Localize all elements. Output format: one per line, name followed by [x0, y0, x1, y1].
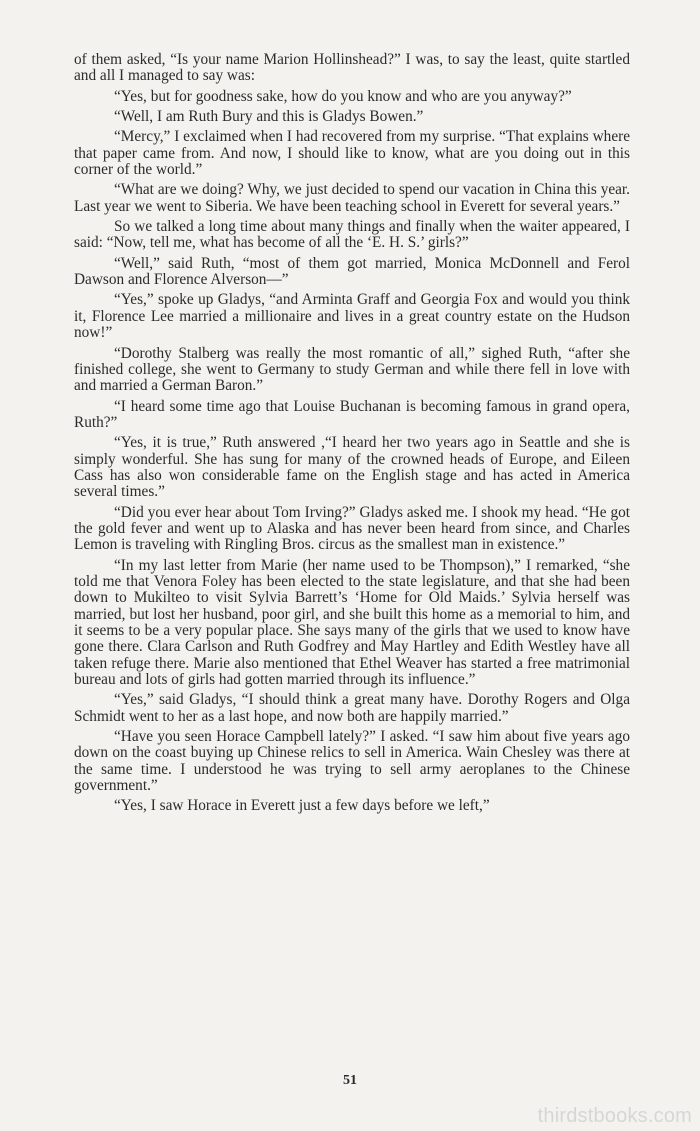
paragraph-7: “Well,” said Ruth, “most of them got married, Monica McDonnell and Ferol Dawson and Florence Alverson—” — [74, 254, 630, 289]
paragraph-8: “Yes,” spoke up Gladys, “and Arminta Graff and Georgia Fox and would you think it, Florence Lee married a millionaire and lives in a great country estate on the Hudson now!” — [74, 291, 630, 342]
watermark: thirdstbooks.com — [537, 1105, 692, 1127]
paragraph-12: “Did you ever hear about Tom Irving?” Gladys asked me. I shook my head. “He got the gold fever and went up to Alaska and has never been heard from since, and Charles Lemon is traveling with Ringling Bros. circus as the smallest man in existence.” — [74, 503, 630, 554]
paragraph-6: So we talked a long time about many things and finally when the waiter appeared, I said: “Now, tell me, what has become of all the ‘E. H. S.’ girls?” — [74, 218, 630, 252]
paragraph-5: “What are we doing? Why, we just decided to spend our vacation in China this year. Last year we went to Siberia. We have been teaching school in Everett for several years.” — [74, 181, 630, 215]
paragraph-1: of them asked, “Is your name Marion Hollinshead?” I was, to say the least, quite startled and all I managed to say was: — [74, 51, 630, 85]
paragraph-3: “Well, I am Ruth Bury and this is Gladys Bowen.” — [114, 108, 424, 126]
paragraph-15: “Have you seen Horace Campbell lately?” I asked. “I saw him about five years ago down on the coast buying up Chinese relics to sell in America. Wain Chesley was there at the same time. I understood he was trying to sell army aeroplanes to the Chinese government.” — [74, 728, 630, 795]
paragraph-9: “Dorothy Stalberg was really the most romantic of all,” sighed Ruth, “after she finished college, she went to Germany to study German and while there fell in love with and married a German Baron.” — [74, 344, 630, 395]
paragraph-2: “Yes, but for goodness sake, how do you know and who are you anyway?” — [114, 87, 572, 105]
paragraph-10: “I heard some time ago that Louise Buchanan is becoming famous in grand opera, Ruth?” — [74, 397, 630, 431]
paragraph-4: “Mercy,” I exclaimed when I had recovered from my surprise. “That explains where that paper came from. And now, I should like to know, what are you doing out in this corner of the world.” — [74, 128, 630, 179]
body-text — [74, 52, 630, 819]
paragraph-13: “In my last letter from Marie (her name used to be Thompson),” I remarked, “she told me that Venora Foley has been elected to the state legislature, and that she had been down to Mukilteo to visit Sylvia Barrett’s ‘Home for Old Maids.’ Sylvia herself was married, but lost her husband, poor girl, and she built this home as a memorial to him, and it seems to be a very popular place. She says many of the girls that we used to know have gone there. Clara Carlson and Ruth Godfrey and May Hartley and Edith Westley have all taken refuge there. Marie also mentioned that Ethel Weaver has started a free matrimonial bureau and lots of girls had gotten married through its influence.” — [74, 556, 630, 689]
paragraph-16: “Yes, I saw Horace in Everett just a few days before we left,” — [114, 797, 490, 815]
paragraph-14: “Yes,” said Gladys, “I should think a great many have. Dorothy Rogers and Olga Schmidt went to her as a last hope, and now both are happily married.” — [74, 691, 630, 725]
paragraph-11: “Yes, it is true,” Ruth answered ,“I heard her two years ago in Seattle and she is simply wonderful. She has sung for many of the crowned heads of Europe, and Eileen Cass has also won considerable fame on the English stage and has acted in America several times.” — [74, 434, 630, 501]
page-number: 51 — [343, 1073, 357, 1088]
